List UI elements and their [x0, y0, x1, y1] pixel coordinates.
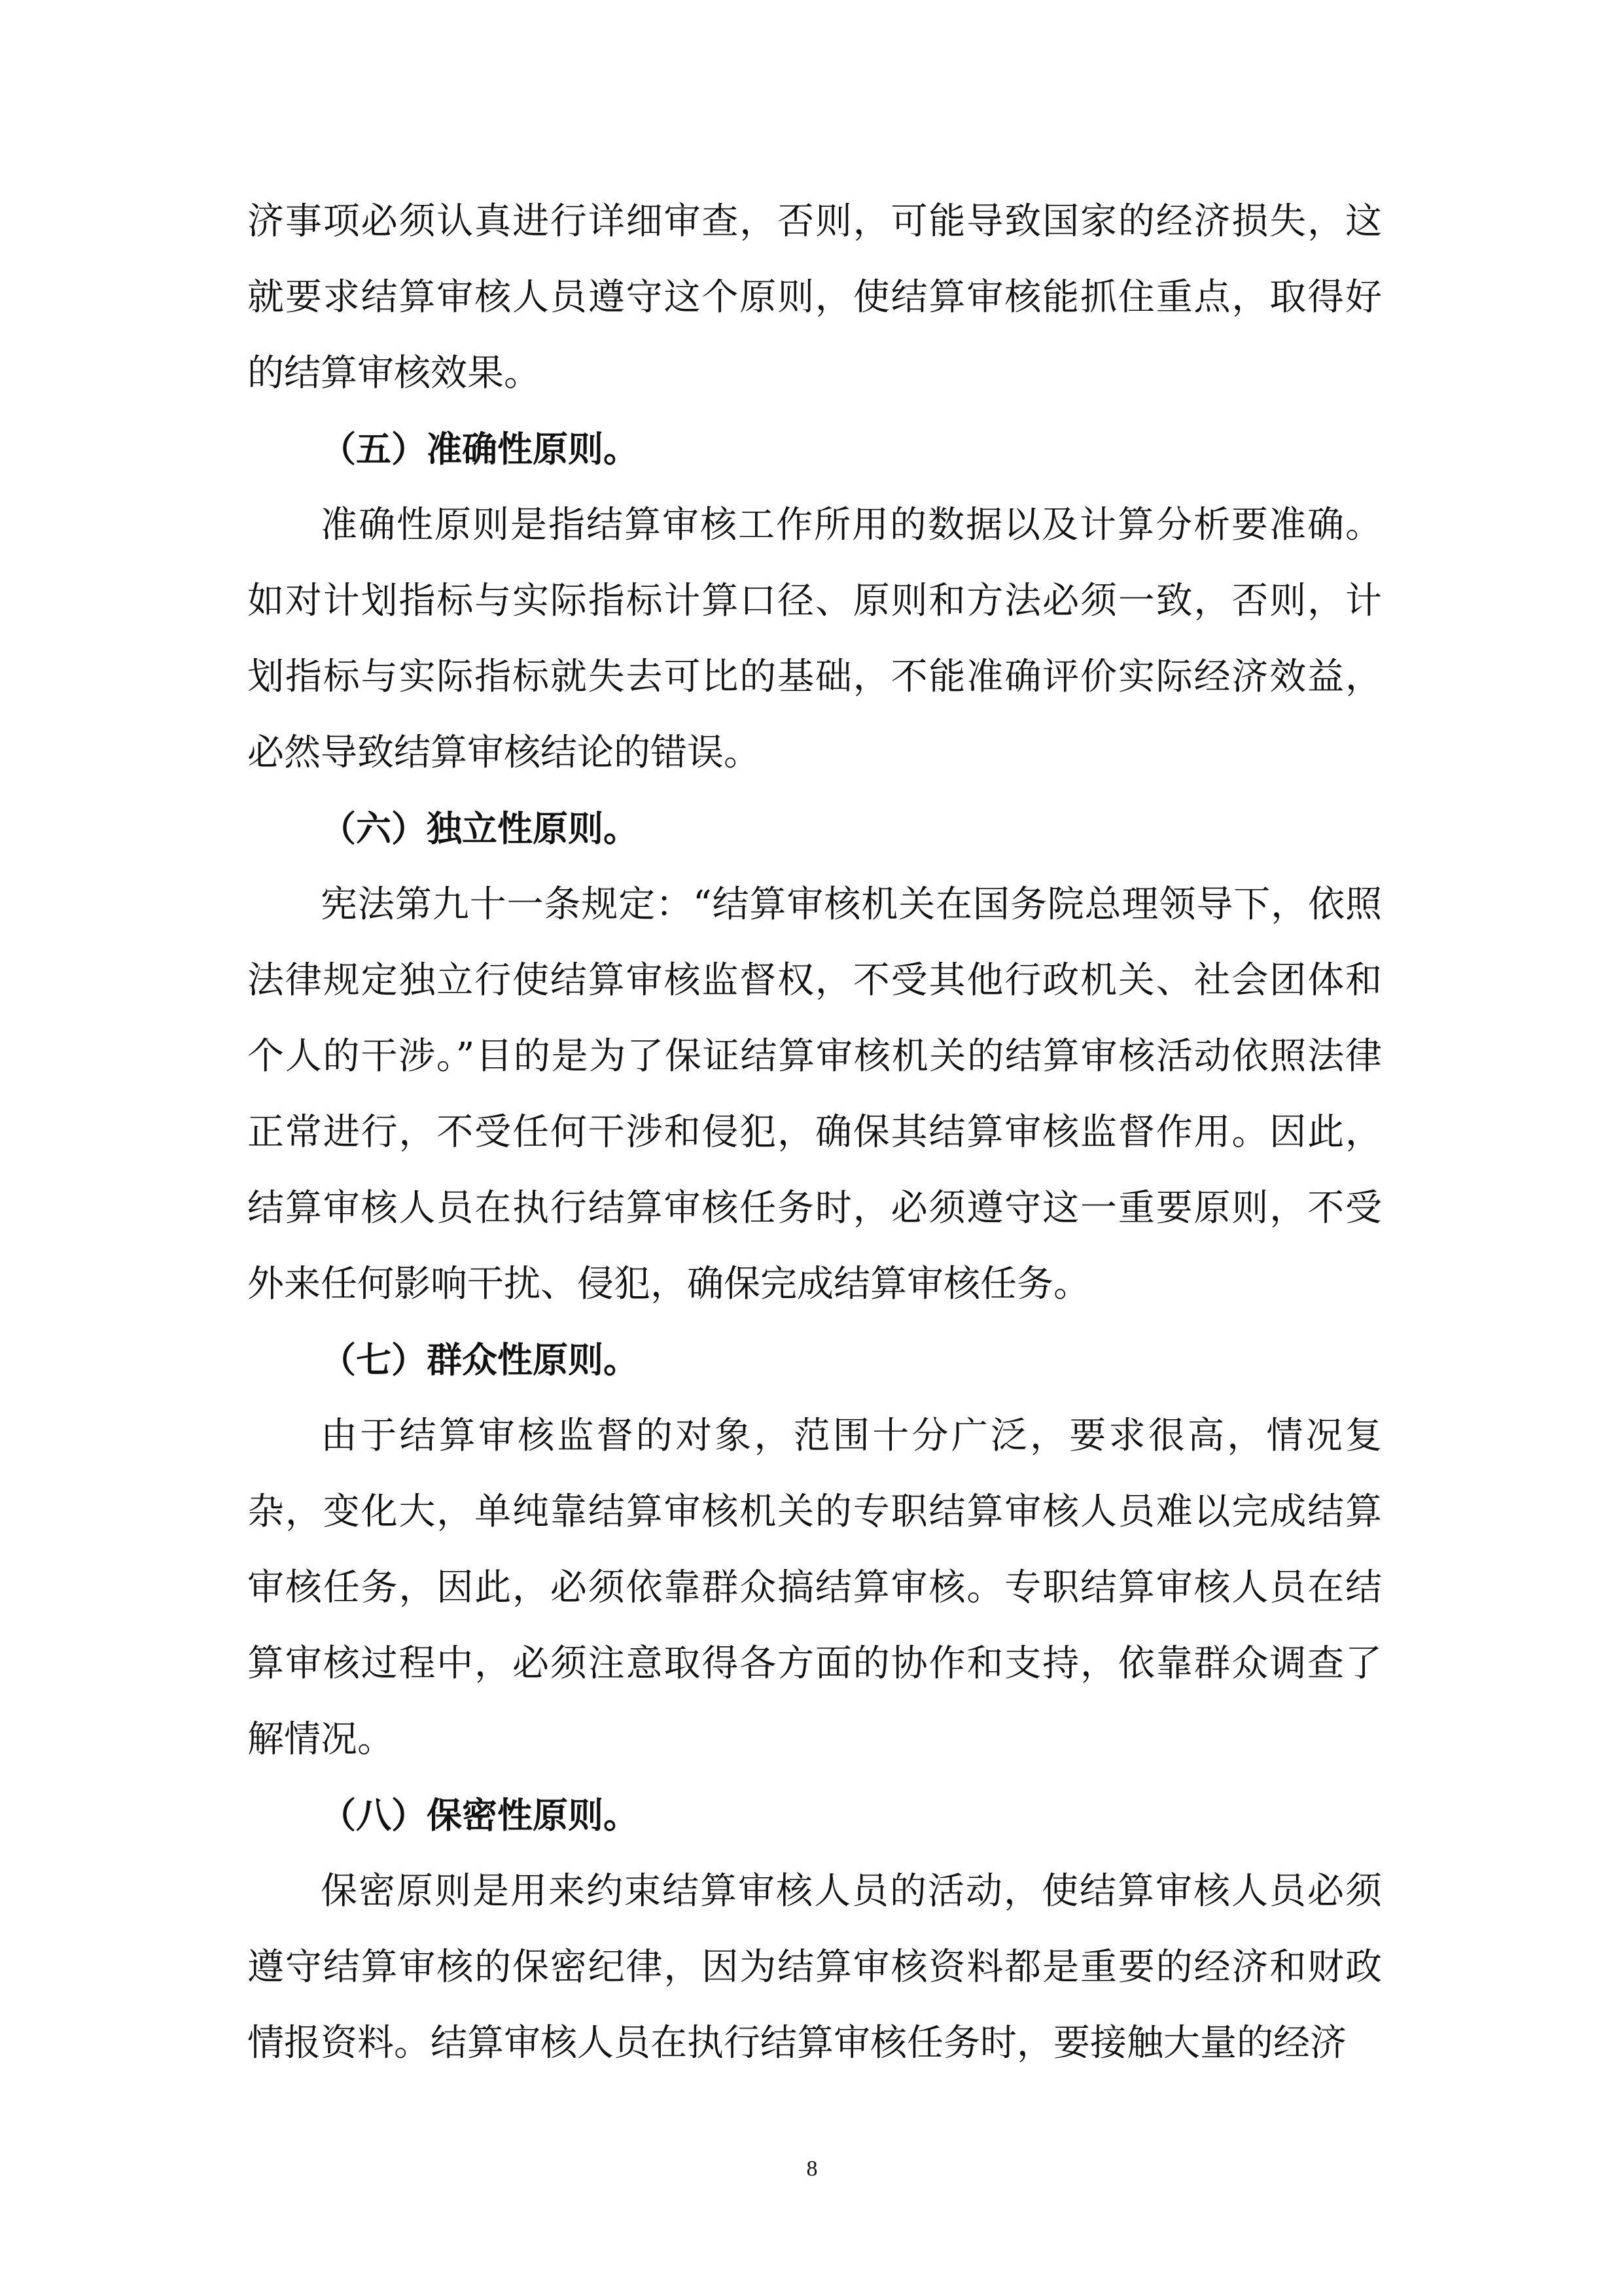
page-number: 8 — [806, 2157, 818, 2181]
section-heading-7: （七）群众性原则。 — [321, 1339, 639, 1381]
section-heading-6: （六）独立性原则。 — [321, 808, 639, 849]
paragraph-independence: 宪法第九十一条规定：“结算审核机关在国务院总理领导下，依照法律规定独立行使结算审核监督权，不受其他行政机关、社会团体和个人的干涉。”目的是为了保证结算审核机关的结算审核活动依照法律正常进行，不受任何干涉和侵犯，确保其结算审核监督作用。因此，结算审核人员在执行结算审核任务时，必须遵守这一重要原则，不受外来任何影响干扰、侵犯，确保完成结算审核任务。 — [247, 883, 1382, 1305]
paragraph-mass: 由于结算审核监督的对象，范围十分广泛，要求很高，情况复杂，变化大，单纯靠结算审核机关的专职结算审核人员难以完成结算审核任务，因此，必须依靠群众搞结算审核。专职结算审核人员在结算审核过程中，必须注意取得各方面的协作和支持，依靠群众调查了解情况。 — [247, 1415, 1382, 1761]
section-heading-8: （八）保密性原则。 — [321, 1795, 639, 1836]
paragraph-confidentiality: 保密原则是用来约束结算审核人员的活动，使结算审核人员必须遵守结算审核的保密纪律，因为结算审核资料都是重要的经济和财政情报资料。结算审核人员在执行结算审核任务时，要接触大量的经济 — [247, 1870, 1382, 2064]
document-body — [247, 184, 1382, 2081]
section-heading-5: （五）准确性原则。 — [321, 429, 639, 470]
paragraph-accuracy: 准确性原则是指结算审核工作所用的数据以及计算分析要准确。如对计划指标与实际指标计算口径、原则和方法必须一致，否则，计划指标与实际指标就失去可比的基础，不能准确评价实际经济效益，必然导致结算审核结论的错误。 — [247, 504, 1382, 774]
paragraph-continuation: 济事项必须认真进行详细审查，否则，可能导致国家的经济损失，这就要求结算审核人员遵守这个原则，使结算审核能抓住重点，取得好的结算审核效果。 — [247, 200, 1382, 395]
